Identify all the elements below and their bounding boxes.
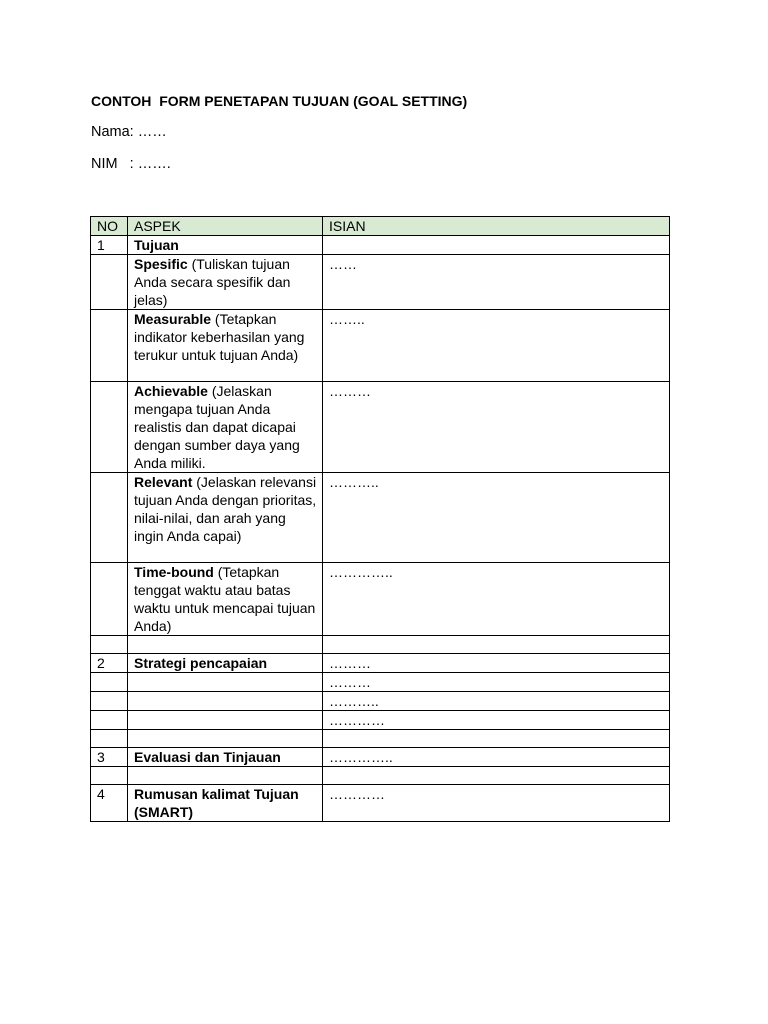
row-no-cell [91, 563, 128, 636]
row-aspek-cell [128, 382, 323, 473]
row-no-cell: 2 [91, 654, 128, 673]
row-aspek-cell [128, 673, 323, 692]
row-no-cell [91, 255, 128, 310]
table-header-row [91, 217, 670, 236]
row-aspek-cell [128, 654, 323, 673]
table-row [91, 767, 670, 785]
table-row [91, 730, 670, 748]
row-aspek-cell [128, 310, 323, 382]
row-no-cell [91, 692, 128, 711]
aspek-description: (Tetapkan tenggat waktu atau batas waktu untuk mencapai tujuan Anda) [134, 564, 316, 634]
row-aspek-cell [128, 255, 323, 310]
row-no-cell [91, 673, 128, 692]
table-row [91, 236, 670, 255]
row-isian-cell[interactable]: ………… [323, 785, 670, 822]
row-isian-cell[interactable]: ………… [323, 711, 670, 730]
table-row [91, 654, 670, 673]
row-isian-cell[interactable] [323, 236, 670, 255]
row-aspek-cell [128, 563, 323, 636]
row-aspek-cell [128, 730, 323, 748]
row-isian-cell[interactable]: ……….. [323, 473, 670, 563]
row-aspek-cell [128, 236, 323, 255]
aspek-term: Rumusan kalimat Tujuan (SMART) [134, 786, 299, 820]
row-isian-cell[interactable]: ……… [323, 382, 670, 473]
table-row [91, 785, 670, 822]
row-no-cell [91, 473, 128, 563]
row-isian-cell[interactable]: ………….. [323, 748, 670, 767]
aspek-term: Achievable [134, 383, 208, 399]
header-isian: ISIAN [323, 217, 670, 236]
header-no: NO [91, 217, 128, 236]
table-row [91, 711, 670, 730]
row-aspek-cell [128, 748, 323, 767]
row-isian-cell[interactable]: ………….. [323, 563, 670, 636]
row-isian-cell[interactable]: ……….. [323, 692, 670, 711]
header-aspek: ASPEK [128, 217, 323, 236]
aspek-term: Relevant [134, 474, 193, 490]
row-no-cell [91, 767, 128, 785]
row-no-cell [91, 711, 128, 730]
table-row [91, 382, 670, 473]
row-aspek-cell [128, 711, 323, 730]
row-no-cell [91, 310, 128, 382]
row-aspek-cell [128, 473, 323, 563]
name-field-line: Nama: …… [91, 124, 167, 140]
table-row [91, 636, 670, 654]
table-row [91, 748, 670, 767]
row-aspek-cell [128, 636, 323, 654]
aspek-term: Time-bound [134, 564, 214, 580]
table-row [91, 255, 670, 310]
row-isian-cell[interactable] [323, 730, 670, 748]
table-row [91, 692, 670, 711]
row-isian-cell[interactable] [323, 767, 670, 785]
document-title: CONTOH FORM PENETAPAN TUJUAN (GOAL SETTING) [91, 93, 468, 109]
aspek-description: (Jelaskan relevansi tujuan Anda dengan prioritas, nilai-nilai, dan arah yang ingin Anda capai) [134, 474, 317, 544]
row-isian-cell[interactable]: ……… [323, 673, 670, 692]
table-row [91, 563, 670, 636]
row-no-cell [91, 636, 128, 654]
aspek-description: (Tetapkan indikator keberhasilan yang terukur untuk tujuan Anda) [134, 311, 305, 363]
row-isian-cell[interactable]: …….. [323, 310, 670, 382]
row-aspek-cell [128, 692, 323, 711]
aspek-term: Evaluasi dan Tinjauan [134, 749, 281, 765]
goal-setting-table [90, 216, 670, 822]
row-isian-cell[interactable] [323, 636, 670, 654]
aspek-term: Tujuan [134, 237, 179, 253]
row-no-cell: 3 [91, 748, 128, 767]
aspek-term: Measurable [134, 311, 212, 327]
row-no-cell [91, 730, 128, 748]
nim-field-line: NIM : ……. [91, 156, 171, 172]
row-isian-cell[interactable]: ……… [323, 654, 670, 673]
row-aspek-cell [128, 767, 323, 785]
table-row [91, 310, 670, 382]
row-no-cell: 4 [91, 785, 128, 822]
row-isian-cell[interactable]: …… [323, 255, 670, 310]
aspek-term: Spesific [134, 256, 188, 272]
row-no-cell: 1 [91, 236, 128, 255]
aspek-term: Strategi pencapaian [134, 655, 268, 671]
table-row [91, 473, 670, 563]
aspek-description: (Jelaskan mengapa tujuan Anda realistis dan dapat dicapai dengan sumber daya yang Anda miliki. [134, 383, 300, 471]
table-row [91, 673, 670, 692]
row-no-cell [91, 382, 128, 473]
aspek-description: (Tuliskan tujuan Anda secara spesifik dan jelas) [134, 256, 291, 308]
row-aspek-cell [128, 785, 323, 822]
